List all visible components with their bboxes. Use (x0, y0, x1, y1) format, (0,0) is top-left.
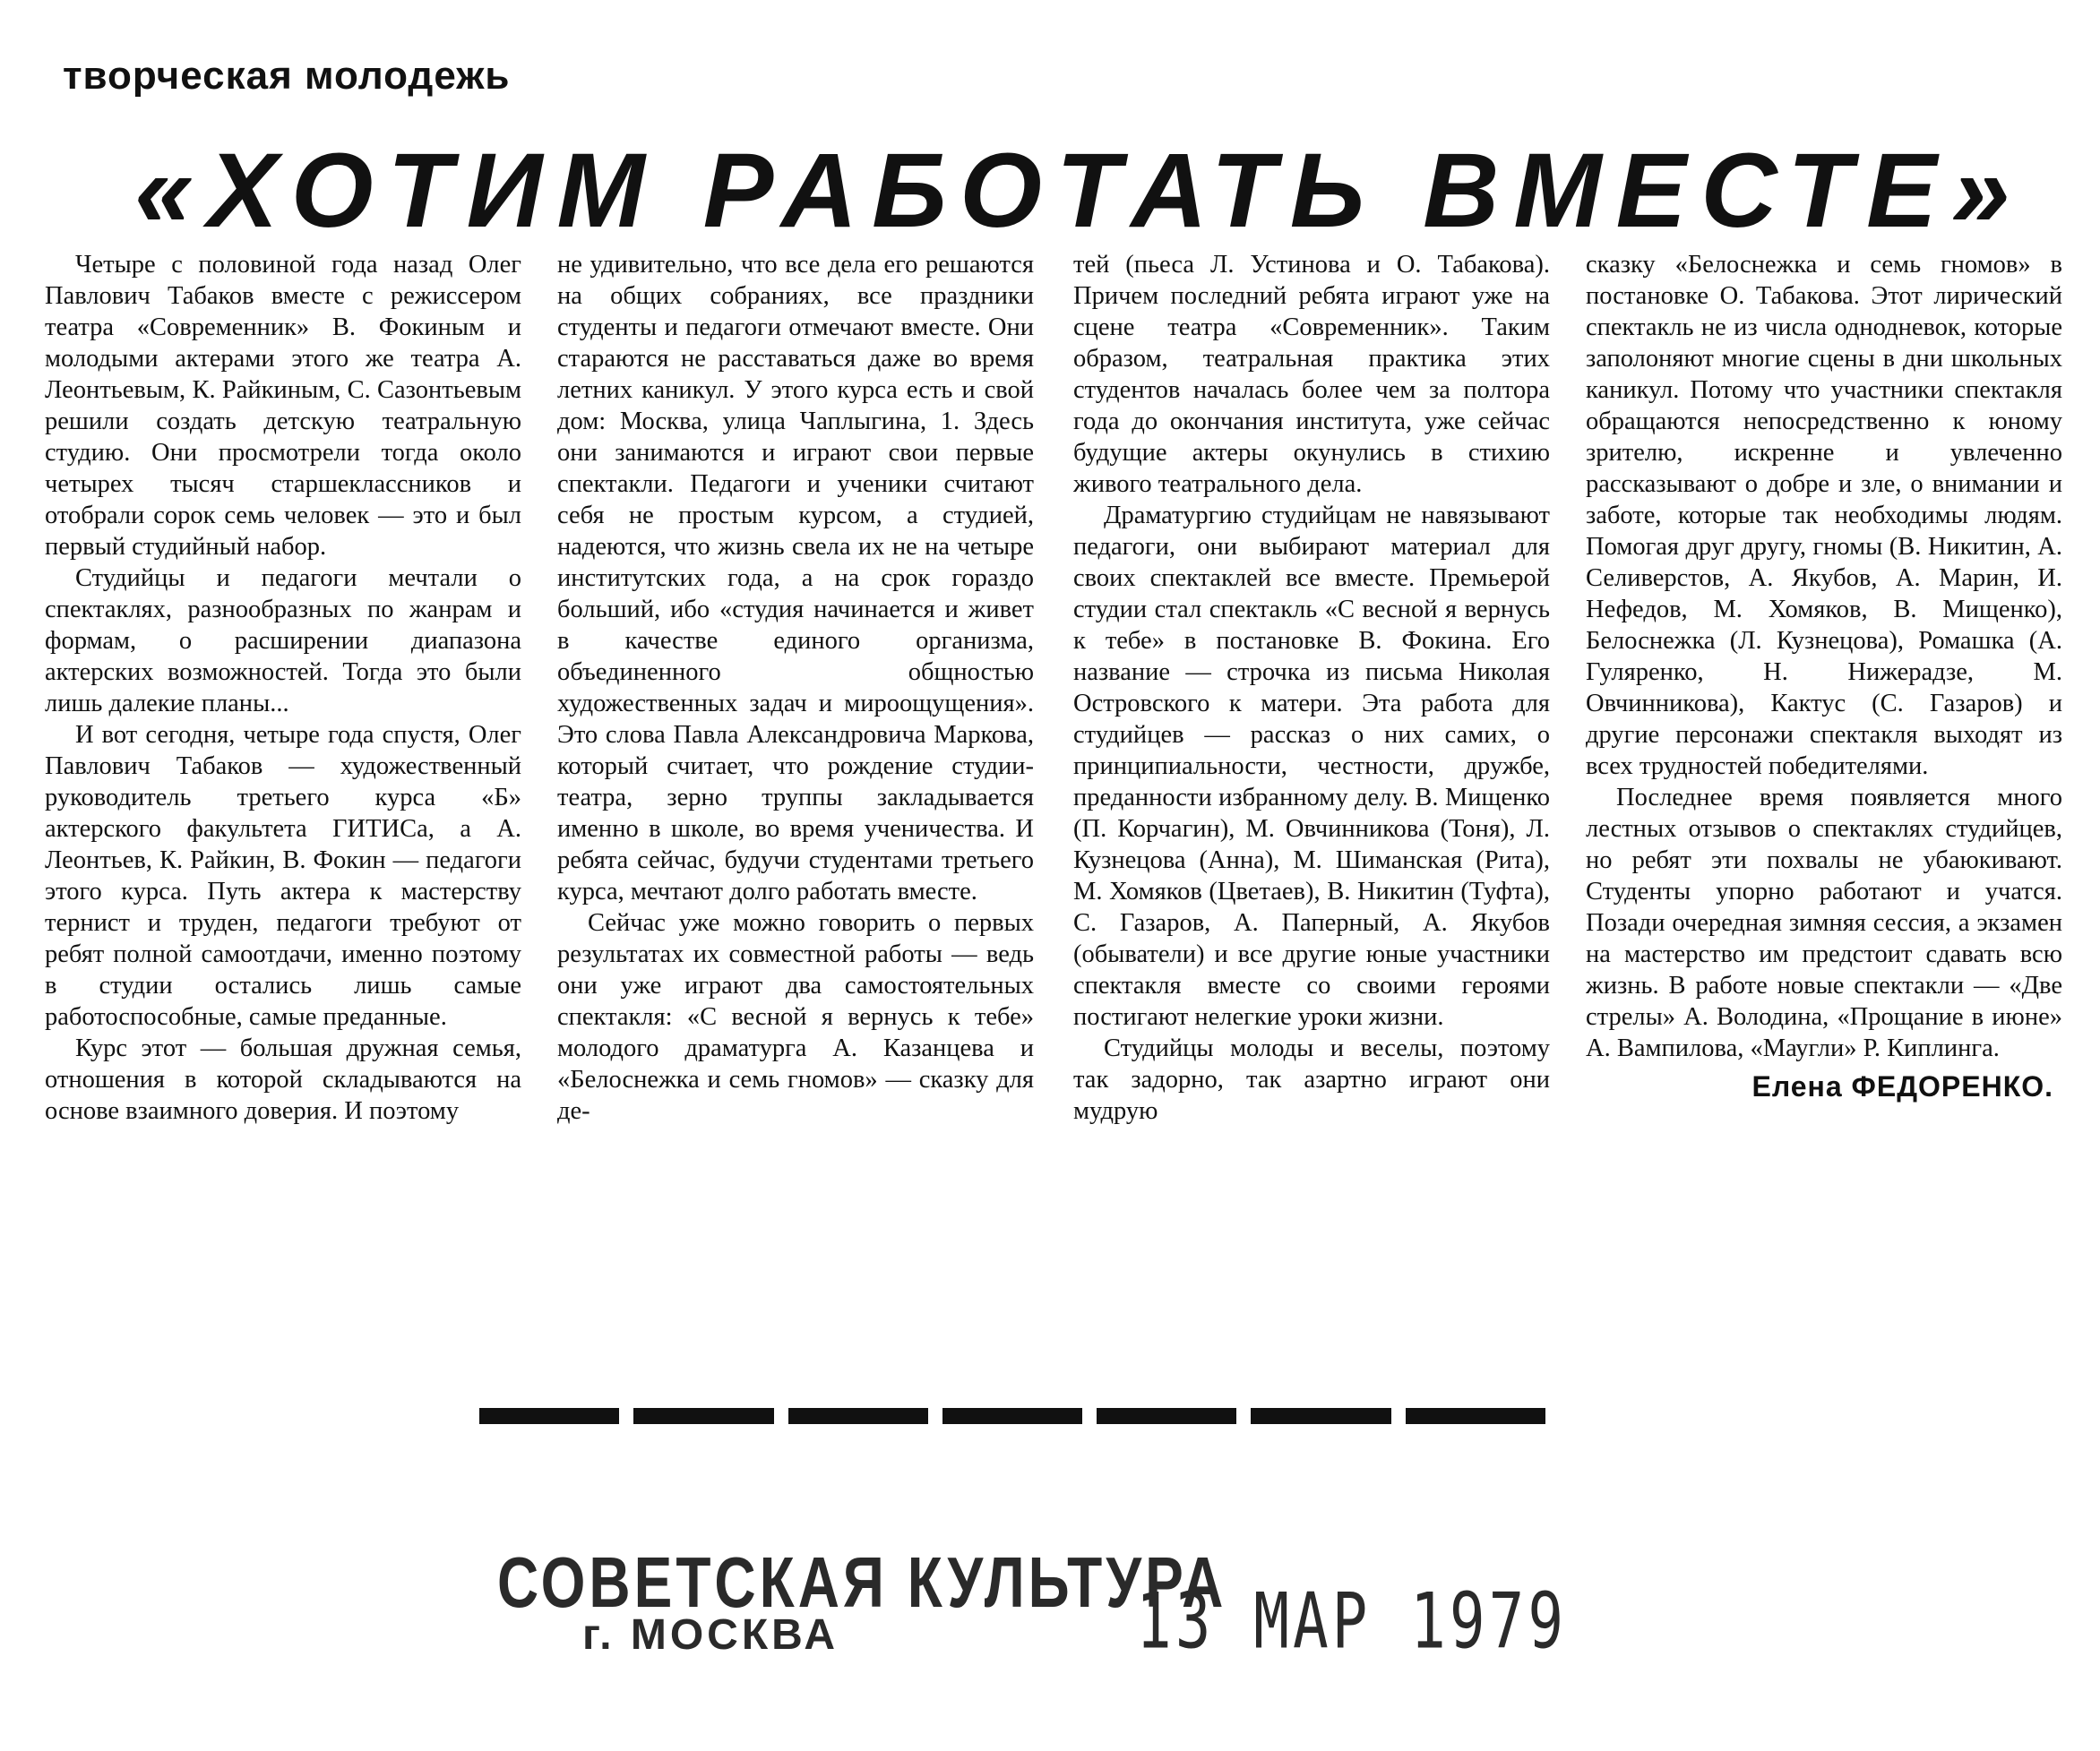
paragraph: не удивительно, что все дела его решаются на общих собраниях, все праздники студенты и педагоги отмечают вместе. Они стараются не расставаться даже во время летних каникул. У этого курса есть и свой дом: Москва, улица Чаплыгина, 1. Здесь они занимаются и играют свои первые спектакли. Педагоги и ученики считают себя не простым курсом, а студией, надеются, что жизнь свела их не на четыре институтских года, а на срок гораздо больший, ибо «студия начинается и живет в качестве единого организма, объединенного общностью художественных задач и мироощущения». Это слова Павла Александровича Маркова, который считает, что рождение студии-театра, зерно труппы закладывается именно в школе, во время ученичества. И ребята сейчас, будучи студентами третьего курса, мечтают долго работать вместе. (557, 251, 1034, 906)
paragraph: И вот сегодня, четыре года спустя, Олег Павлович Табаков — художественный руководитель третьего курса «Б» актерского факультета ГИТИСа, а А. Леонтьев, К. Райкин, В. Фокин — педагоги этого курса. Путь актера к мастерству тернист и труден, педагоги требуют от ребят полной самоотдачи, именно поэтому в студии остались лишь самые работоспособные, самые преданные. (45, 721, 521, 1031)
text-column-3 (1073, 249, 1550, 1369)
author-signature: Елена ФЕДОРЕНКО. (1751, 1070, 2053, 1103)
paragraph: сказку «Белоснежка и семь гномов» в постановке О. Табакова. Этот лирический спектакль не из числа однодневок, которые заполоняют многие сцены в дни школьных каникул. Потому что участники спектакля обращаются непосредственно к юному зрителю, искренне и увлеченно рассказывают о добре и зле, о внимании и заботе, которые так необходимы людям. Помогая друг другу, гномы (В. Никитин, А. Селиверстов, А. Якубов, А. Марин, И. Нефедов, М. Хомяков, В. Мищенко), Белоснежка (Л. Кузнецова), Ромашка (А. Гуляренко, Н. Нижерадзе, М. Овчинникова), Кактус (С. Газаров) и другие персонажи спектакля выходят из всех трудностей победителями. (1586, 251, 2062, 780)
paragraph: Студийцы молоды и веселы, поэтому так задорно, так азартно играют они мудрую (1073, 1034, 1550, 1125)
stamp-date: 13 МАР 1979 (1136, 1576, 1568, 1667)
paragraph: Последнее время появляется много лестных отзывов о спектаклях студийцев, но ребят эти похвалы не убаюкивают. Студенты упорно работают и учатся. Позади очередная зимняя сессия, а экзамен на мастерство им предстоит сдавать всю жизнь. В работе новые спектакли — «Две стрелы» А. Володина, «Прощание в июне» А. Вампилова, «Маугли» Р. Киплинга. (1586, 784, 2062, 1062)
stamp-newspaper-name: СОВЕТСКАЯ КУЛЬТУРА (497, 1541, 1227, 1623)
article-headline: «ХОТИМ РАБОТАТЬ ВМЕСТЕ» (134, 132, 2025, 250)
text-column-1 (45, 249, 521, 1369)
paragraph: Четыре с половиной года назад Олег Павлович Табаков вместе с режиссером театра «Современник» В. Фокиным и молодыми актерами этого же театра А. Леонтьевым, К. Райкиным, С. Сазонтьевым решили создать детскую театральную студию. Они просмотрели тогда около четырех тысяч старшеклассников и отобрали сорок семь человек — это и был первый студийный набор. (45, 251, 521, 561)
paragraph: тей (пьеса Л. Устинова и О. Табакова). Причем последний ребята играют уже на сцене театра «Современник». Таким образом, театральная практика этих студентов началась более чем за полтора года до окончания института, уже сейчас будущие актеры окунулись в стихию живого театрального дела. (1073, 251, 1550, 498)
article-body (45, 249, 2062, 1378)
paragraph: Сейчас уже можно говорить о первых результатах их совместной работы — ведь они уже играют два самостоятельных спектакля: «С весной я вернусь к тебе» молодого драматурга А. Казанцева и «Белоснежка и семь гномов» — сказку для де- (557, 909, 1034, 1125)
section-rubric: творческая молодежь (63, 54, 511, 98)
text-column-2 (557, 249, 1034, 1369)
paragraph: Драматургию студийцам не навязывают педагоги, они выбирают материал для своих спектаклей все вместе. Премьерой студии стал спектакль «С весной я вернусь к тебе» в постановке В. Фокина. Его название — строчка из письма Николая Островского к матери. Эта работа для студийцев — рассказ о них самих, о принципиальности, честности, дружбе, преданности избранному делу. В. Мищенко (П. Корчагин), М. Овчинникова (Тоня), Л. Кузнецова (Анна), М. Шиманская (Рита), М. Хомяков (Цветаев), В. Никитин (Туфта), С. Газаров, А. Паперный, А. Якубов (обыватели) и все другие юные участники спектакля вместе со своими героями постигают нелегкие уроки жизни. (1073, 502, 1550, 1031)
paragraph: Курс этот — большая дружная семья, отношения в которой складываются на основе взаимного доверия. И поэтому (45, 1034, 521, 1125)
dashed-divider (479, 1408, 1545, 1424)
paragraph: Студийцы и педагоги мечтали о спектаклях, разнообразных по жанрам и формам, о расширении диапазона актерских возможностей. Тогда это были лишь далекие планы... (45, 564, 521, 717)
text-column-4 (1586, 249, 2062, 1369)
stamp-city: г. МОСКВА (582, 1611, 839, 1659)
